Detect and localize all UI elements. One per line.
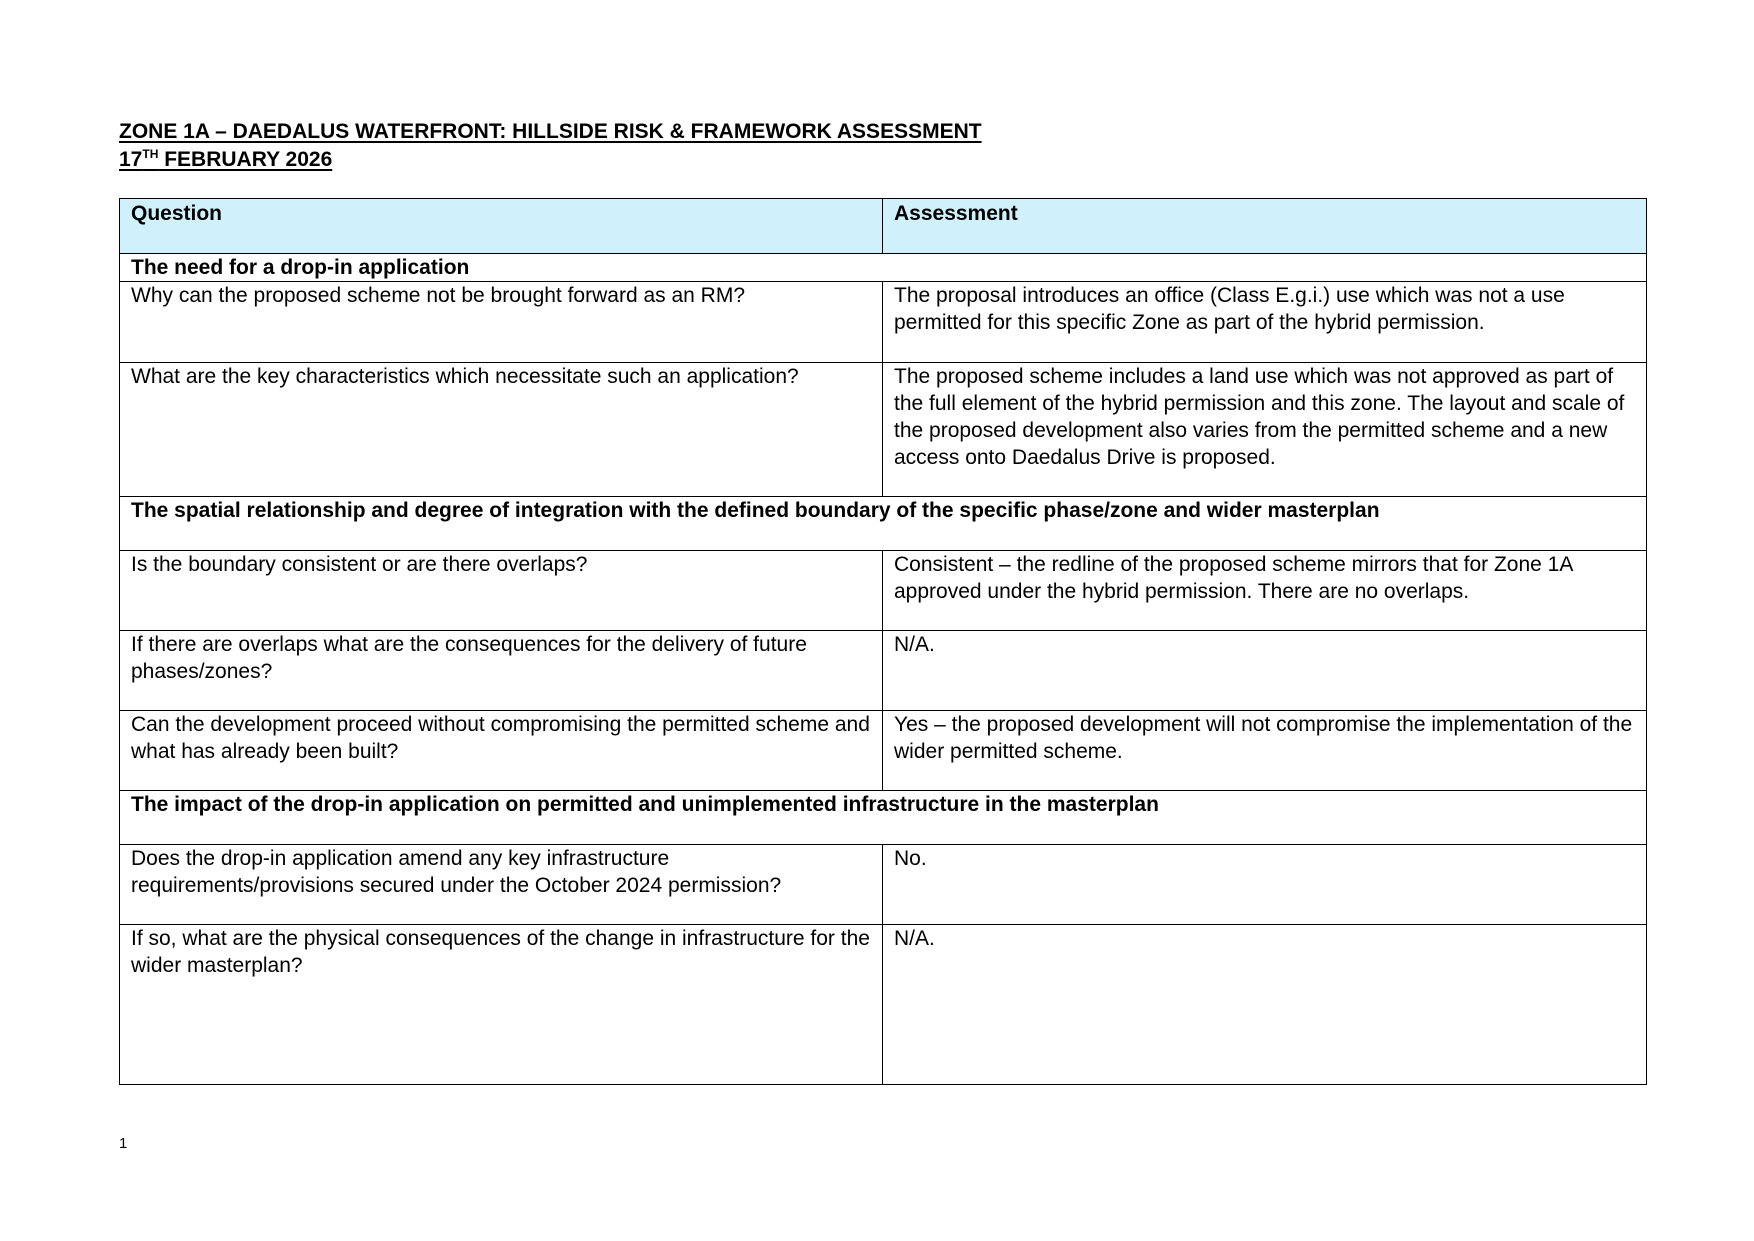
table-header-row (120, 199, 1647, 254)
table-row (120, 363, 1647, 497)
table-row (120, 925, 1647, 1085)
table-row (120, 631, 1647, 711)
section-heading: The need for a drop-in application (120, 254, 1647, 282)
document-title: ZONE 1A – DAEDALUS WATERFRONT: HILLSIDE RISK & FRAMEWORK ASSESSMENT (119, 120, 982, 143)
question-cell: Can the development proceed without compromising the permitted scheme and what has already been built? (120, 711, 883, 791)
assessment-cell: No. (883, 845, 1647, 925)
section-heading-row (120, 254, 1647, 282)
document-date (119, 146, 982, 174)
assessment-cell: N/A. (883, 631, 1647, 711)
question-cell: If there are overlaps what are the consequences for the delivery of future phases/zones? (120, 631, 883, 711)
table-row (120, 551, 1647, 631)
question-cell: If so, what are the physical consequences of the change in infrastructure for the wider masterplan? (120, 925, 883, 1085)
date-day: 17 (119, 148, 143, 171)
table-row (120, 282, 1647, 363)
table-row (120, 711, 1647, 791)
column-header-assessment: Assessment (883, 199, 1647, 254)
assessment-cell: N/A. (883, 925, 1647, 1085)
section-heading-row (120, 791, 1647, 845)
question-cell: What are the key characteristics which necessitate such an application? (120, 363, 883, 497)
assessment-cell: Consistent – the redline of the proposed scheme mirrors that for Zone 1A approved under the hybrid permission. There are no overlaps. (883, 551, 1647, 631)
page-number: 1 (119, 1135, 128, 1152)
column-header-question: Question (120, 199, 883, 254)
section-heading: The impact of the drop-in application on permitted and unimplemented infrastructure in the masterplan (120, 791, 1647, 845)
document-title-block (119, 118, 982, 174)
assessment-cell: The proposed scheme includes a land use which was not approved as part of the full element of the hybrid permission and this zone. The layout and scale of the proposed development also varies from the permitted scheme and a new access onto Daedalus Drive is proposed. (883, 363, 1647, 497)
date-ordinal-suffix: TH (142, 147, 159, 161)
section-heading-row (120, 497, 1647, 551)
date-month-year: FEBRUARY 2026 (158, 148, 333, 171)
assessment-cell: The proposal introduces an office (Class E.g.i.) use which was not a use permitted for this specific Zone as part of the hybrid permission. (883, 282, 1647, 363)
table-row (120, 845, 1647, 925)
question-cell: Does the drop-in application amend any key infrastructure requirements/provisions secured under the October 2024 permission? (120, 845, 883, 925)
assessment-cell: Yes – the proposed development will not compromise the implementation of the wider permitted scheme. (883, 711, 1647, 791)
section-heading: The spatial relationship and degree of integration with the defined boundary of the specific phase/zone and wider masterplan (120, 497, 1647, 551)
question-cell: Why can the proposed scheme not be brought forward as an RM? (120, 282, 883, 363)
question-cell: Is the boundary consistent or are there overlaps? (120, 551, 883, 631)
assessment-table (119, 198, 1647, 1085)
